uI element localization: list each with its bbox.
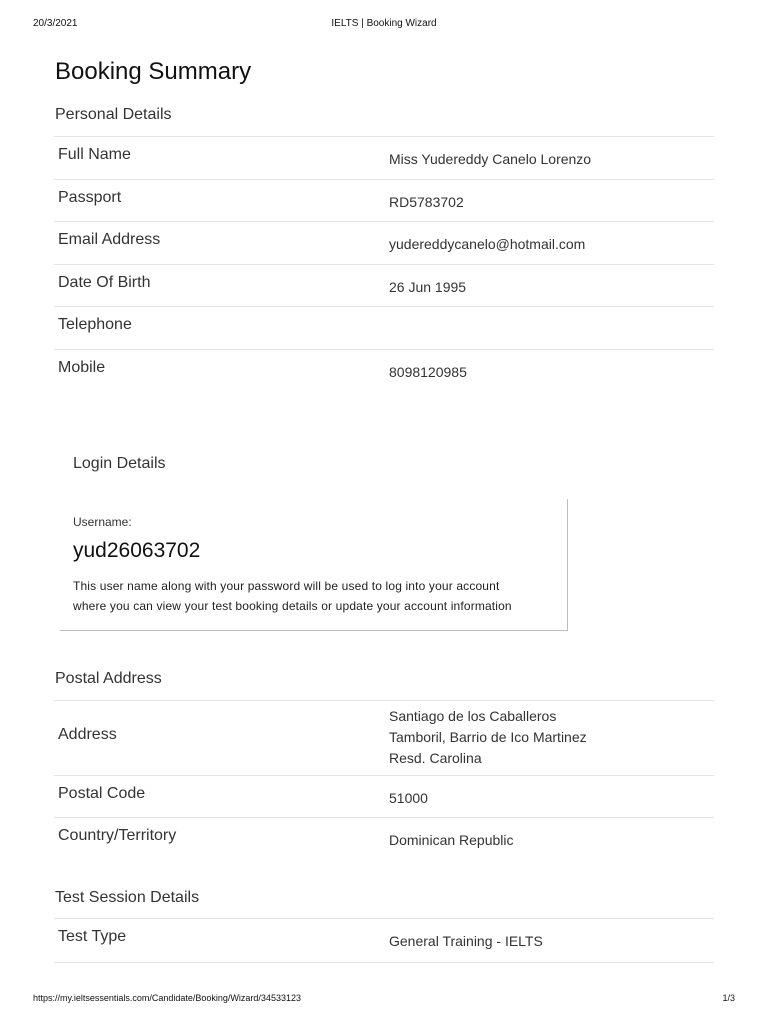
print-date: 20/3/2021 <box>33 18 78 29</box>
row-value: 26 Jun 1995 <box>389 279 467 295</box>
table-row-telephone <box>54 307 714 350</box>
print-header <box>0 18 768 32</box>
test-session-table <box>54 918 714 963</box>
row-value: 8098120985 <box>389 364 467 380</box>
row-label: Postal Code <box>58 785 146 802</box>
row-value: Dominican Republic <box>389 832 514 848</box>
row-value: 51000 <box>389 790 428 806</box>
row-label: Telephone <box>58 316 132 333</box>
row-label: Test Type <box>58 928 127 945</box>
row-value: General Training - IELTS <box>389 933 543 949</box>
address-line: Santiago de los Caballeros <box>389 708 557 724</box>
row-value-address <box>389 706 587 769</box>
row-label: Full Name <box>58 146 131 163</box>
table-row-date-of-birth <box>54 265 714 307</box>
login-details-heading: Login Details <box>73 455 166 472</box>
address-line: Resd. Carolina <box>389 750 482 766</box>
username-note <box>73 576 553 616</box>
row-label: Passport <box>58 189 122 206</box>
row-value: yudereddycanelo@hotmail.com <box>389 236 586 252</box>
username-value: yud26063702 <box>73 539 201 562</box>
username-note-line: This user name along with your password will be used to log into your account <box>73 579 500 593</box>
postal-address-heading: Postal Address <box>55 670 162 687</box>
login-details-box <box>60 499 568 631</box>
address-line: Tamboril, Barrio de Ico Martinez <box>389 729 587 745</box>
personal-details-table <box>54 136 714 392</box>
username-note-line: where you can view your test booking details or update your account information <box>73 599 512 613</box>
table-row-test-type <box>54 919 714 963</box>
row-label: Date Of Birth <box>58 274 151 291</box>
table-row-address <box>54 701 714 776</box>
table-row-country <box>54 818 714 860</box>
personal-details-heading: Personal Details <box>55 106 172 123</box>
table-row-postal-code <box>54 776 714 818</box>
table-row-full-name <box>54 137 714 180</box>
print-page-title: IELTS | Booking Wizard <box>331 18 437 29</box>
page-title: Booking Summary <box>55 58 252 85</box>
row-label: Address <box>58 726 117 743</box>
row-label: Mobile <box>58 359 106 376</box>
table-row-passport <box>54 180 714 222</box>
row-label: Email Address <box>58 231 161 248</box>
row-value: Miss Yudereddy Canelo Lorenzo <box>389 151 592 167</box>
print-url: https://my.ieltsessentials.com/Candidate/Booking/Wizard/34533123 <box>33 993 301 1003</box>
username-label: Username: <box>73 515 132 529</box>
row-label: Country/Territory <box>58 827 177 844</box>
table-row-mobile <box>54 350 714 392</box>
postal-address-table <box>54 700 714 860</box>
page-count: 1/3 <box>722 993 735 1003</box>
row-value: RD5783702 <box>389 194 464 210</box>
table-row-email <box>54 222 714 265</box>
test-session-heading: Test Session Details <box>55 889 200 906</box>
